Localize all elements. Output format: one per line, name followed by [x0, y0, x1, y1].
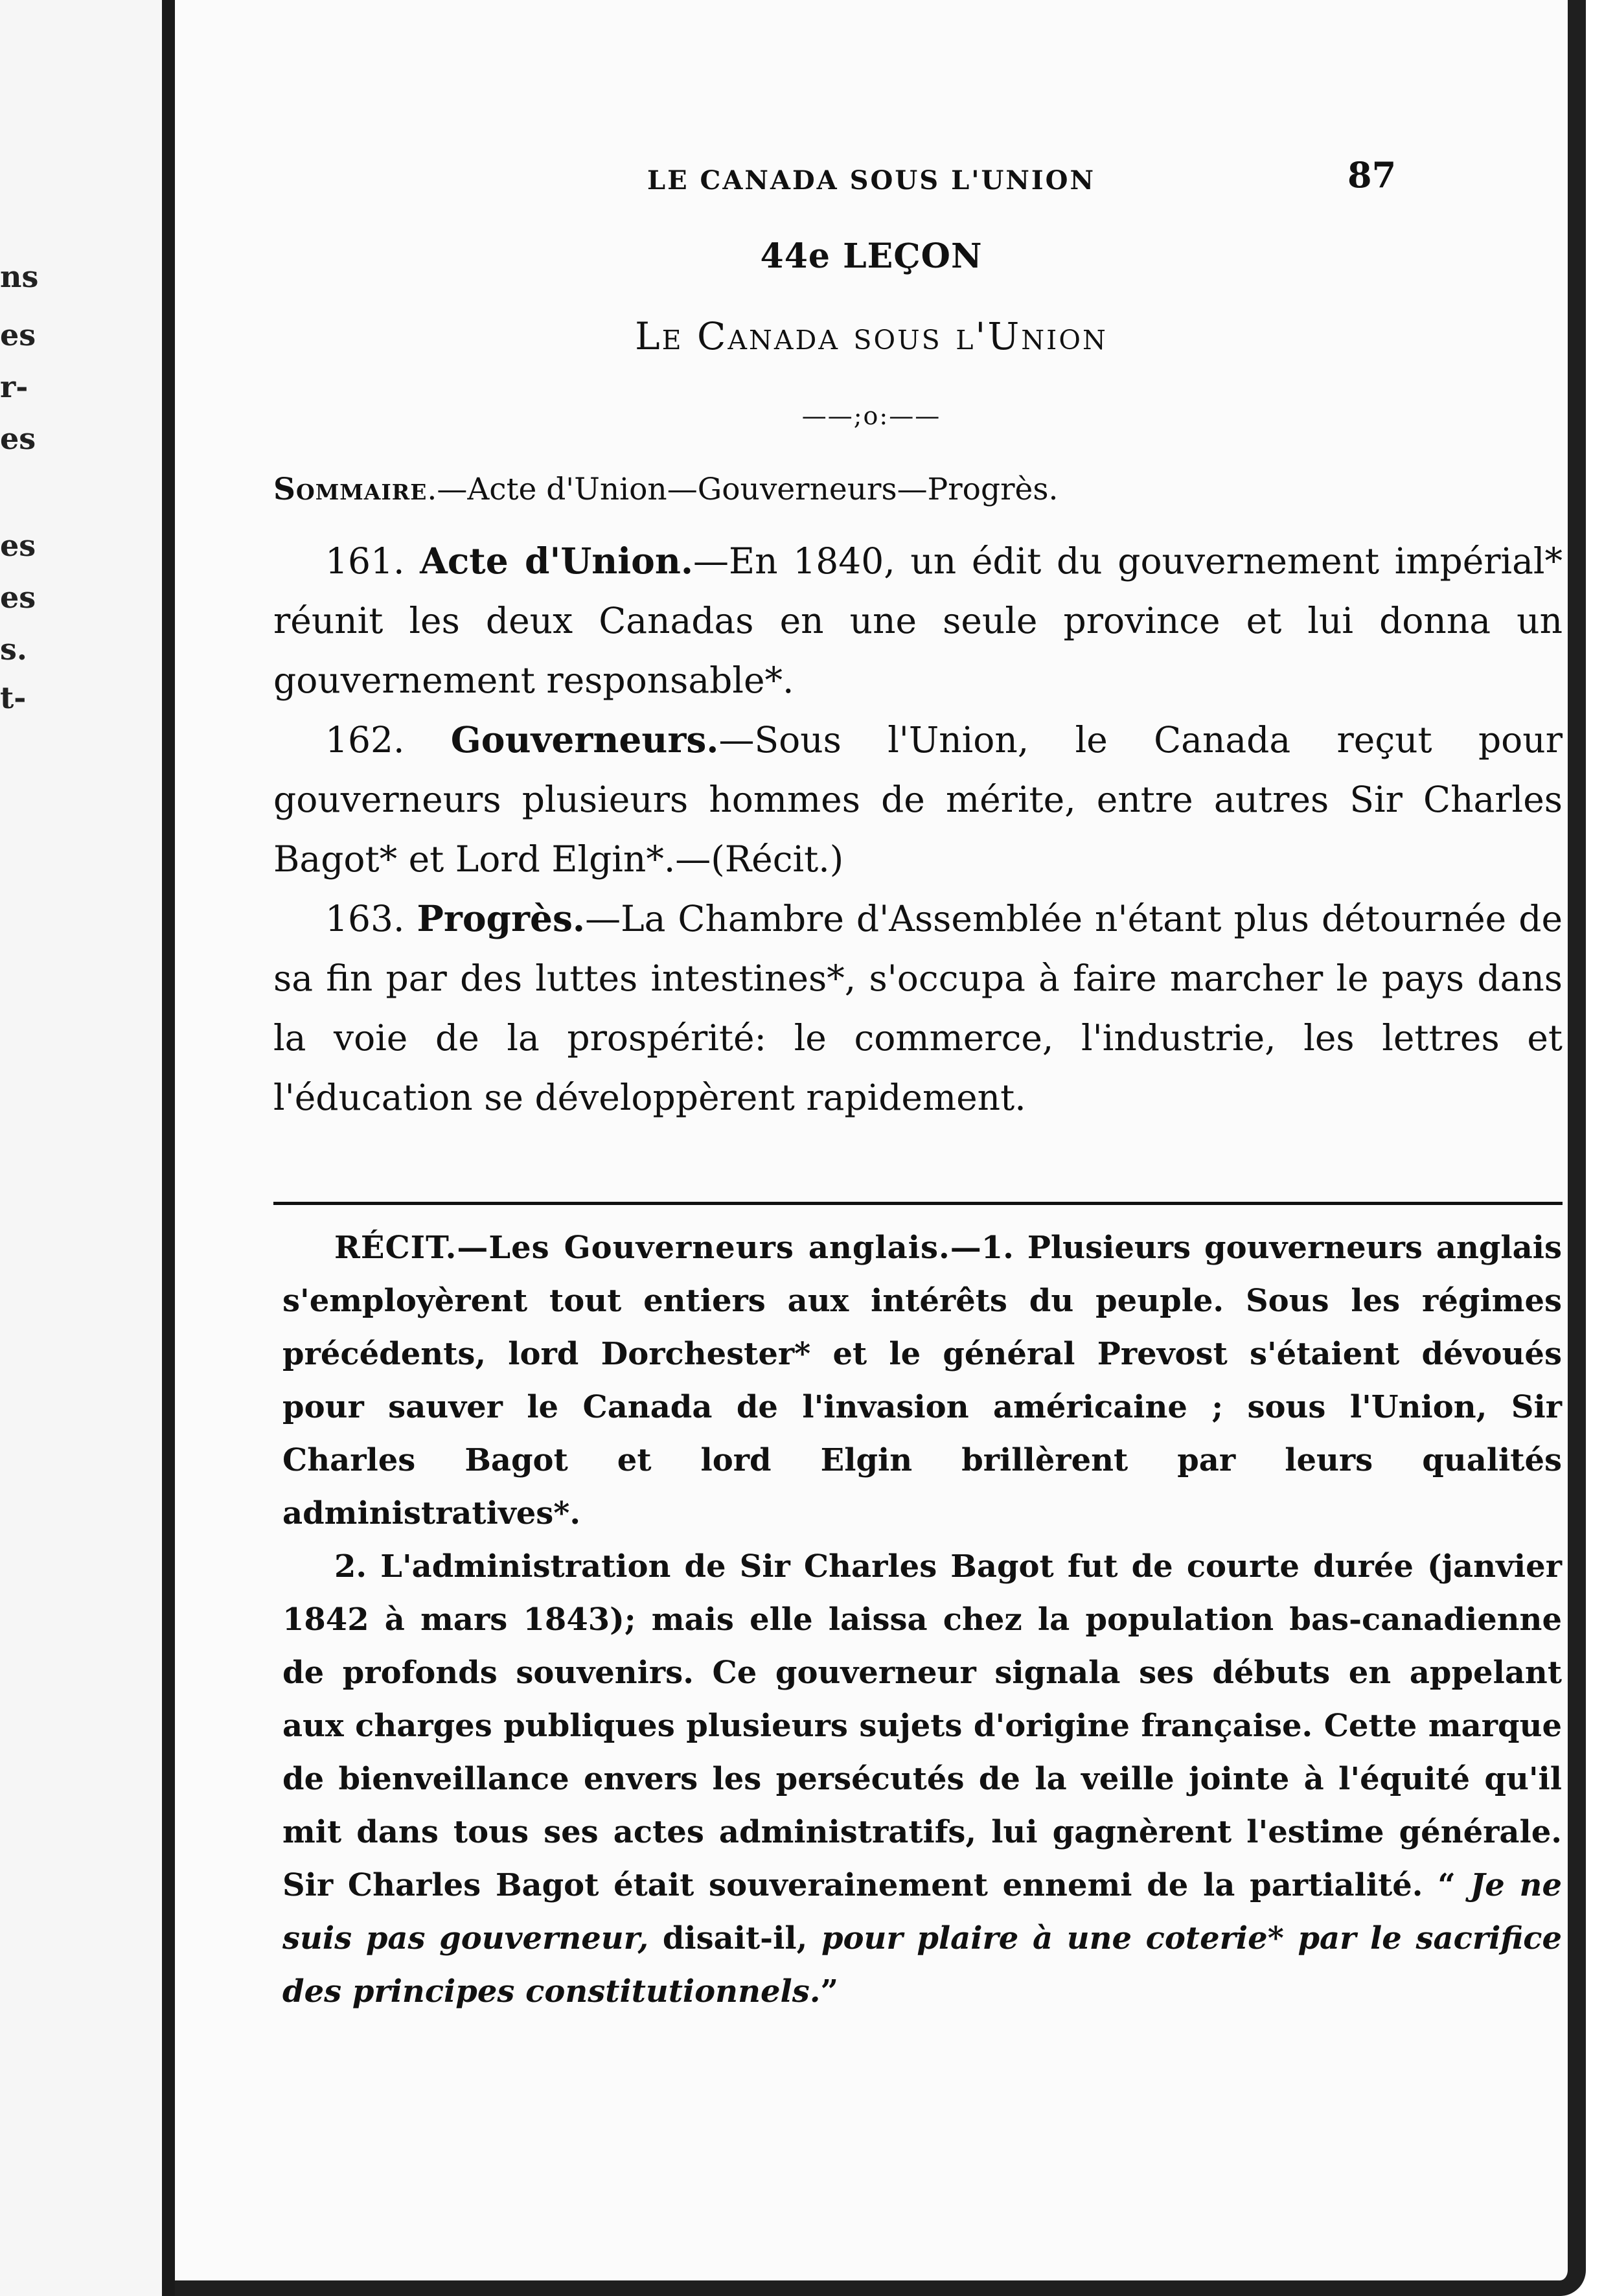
page-number: 87	[1347, 154, 1397, 196]
recit-title: RÉCIT.—Les Gouverneurs anglais.	[334, 1230, 950, 1266]
separator: ——;o:——	[801, 402, 941, 430]
paragraph-163	[273, 889, 1563, 1127]
left-fragment: es	[0, 317, 36, 352]
paragraph-heading: Acte d'Union.	[420, 540, 693, 582]
paragraph-text: —Sous l'Union, le Canada reçut pour gouverneurs plusieurs hommes de mérite, entre autres Sir Charles Bagot* et Lord Elgin*.—(Récit.)	[273, 719, 1563, 880]
lesson-title: Le Canada sous l'Union	[635, 314, 1108, 358]
quote-attribution: disait-il,	[648, 1920, 821, 1957]
recit-paragraph-1	[282, 1221, 1562, 1540]
paragraph-text: —La Chambre d'Assemblée n'étant plus détournée de sa fin par des luttes intestines*, s'occupa à faire marcher le pays dans la voie de la prospérité: le commerce, l'industrie, les lettres et l'éducation se développèrent rapidement.	[273, 898, 1563, 1118]
left-fragment: t-	[0, 680, 27, 715]
summary-text: .—Acte d'Union—Gouverneurs—Progrès.	[427, 472, 1059, 507]
paragraph-162	[273, 710, 1563, 889]
quote-mark: “	[1423, 1867, 1471, 1903]
left-fragment: ns	[0, 259, 39, 294]
lesson-body	[273, 531, 1563, 1127]
summary-label: Sommaire	[273, 472, 428, 507]
left-fragment: s.	[0, 632, 27, 667]
left-fragment: es	[0, 528, 36, 563]
recit-section	[282, 1221, 1562, 2018]
recit-text: 2. L'administration de Sir Charles Bagot fut de courte durée (janvier 1842 à mars 1843); mais elle laissa chez la population bas-canadienne de profonds souvenirs. Ce gouverneur signala ses débuts en appelant aux charges publiques plusieurs sujets d'origine française. Cette marque de bienveillance envers les persécutés de la veille jointe à l'équité qu'il mit dans tous ses actes administratifs, lui gagnèrent l'estime générale. Sir Charles Bagot était souverainement ennemi de la partialité.	[282, 1548, 1562, 1903]
left-fragment: r-	[0, 369, 29, 404]
running-head: LE CANADA SOUS L'UNION	[647, 165, 1095, 196]
quote-part: pour plaire à une coterie* par le sacrifice des principes constitutionnels.	[282, 1920, 1563, 2010]
lesson-number: 44e LEÇON	[760, 236, 983, 276]
left-fragment: es	[0, 580, 36, 615]
paragraph-number: 162.	[325, 719, 405, 761]
recit-text: —1. Plusieurs gouverneurs anglais s'employèrent tout entiers aux intérêts du peuple. Sous les régimes précédents, lord Dorchester* et le général Prevost s'étaient dévoués pour sauver le Canada de l'invasion américaine ; sous l'Union, Sir Charles Bagot et lord Elgin brillèrent par leurs qualités administratives*.	[282, 1230, 1563, 1532]
paragraph-heading: Progrès.	[417, 897, 586, 939]
recit-paragraph-2	[282, 1540, 1562, 2018]
paragraph-161	[273, 531, 1563, 710]
paragraph-number: 161.	[325, 540, 405, 582]
quote-part: Je ne suis pas gouverneur,	[282, 1867, 1562, 1957]
paragraph-text: —En 1840, un édit du gouvernement impérial* réunit les deux Canadas en une seule province et lui donna un gouvernement responsable*.	[273, 540, 1563, 701]
summary	[273, 472, 1491, 507]
left-fragment: es	[0, 421, 36, 456]
paragraph-number: 163.	[325, 898, 405, 939]
page-gutter	[162, 0, 175, 2296]
quote-mark: ”	[820, 1973, 839, 2010]
section-rule	[273, 1202, 1563, 1205]
adjacent-page	[0, 0, 162, 2296]
book-page	[175, 0, 1586, 2296]
paragraph-heading: Gouverneurs.	[450, 718, 719, 761]
